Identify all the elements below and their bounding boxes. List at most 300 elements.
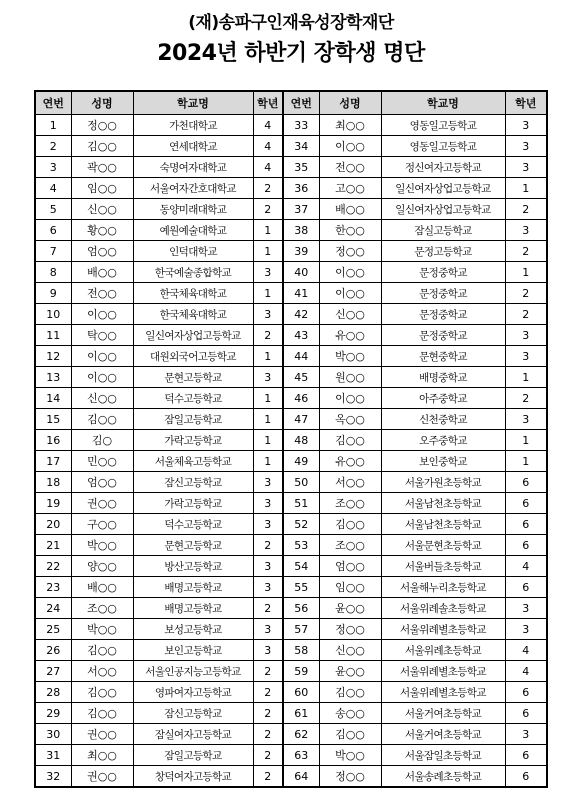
cell-seq: 7 bbox=[35, 241, 71, 262]
cell-seq: 54 bbox=[283, 556, 319, 577]
cell-seq: 6 bbox=[35, 220, 71, 241]
cell-seq: 19 bbox=[35, 493, 71, 514]
cell-seq: 25 bbox=[35, 619, 71, 640]
cell-seq: 5 bbox=[35, 199, 71, 220]
cell-seq: 61 bbox=[283, 703, 319, 724]
cell-seq: 4 bbox=[35, 178, 71, 199]
column-header-name: 성명 bbox=[71, 91, 133, 115]
cell-grade: 2 bbox=[253, 703, 283, 724]
cell-school: 서울버들초등학교 bbox=[381, 556, 505, 577]
cell-name: 유○○ bbox=[319, 325, 381, 346]
cell-school: 서울해누리초등학교 bbox=[381, 577, 505, 598]
cell-school: 서울잠일초등학교 bbox=[381, 745, 505, 766]
cell-seq: 37 bbox=[283, 199, 319, 220]
cell-grade: 6 bbox=[505, 766, 547, 788]
column-header-name: 성명 bbox=[319, 91, 381, 115]
cell-name: 정○○ bbox=[71, 115, 133, 136]
cell-grade: 3 bbox=[253, 640, 283, 661]
cell-grade: 1 bbox=[505, 178, 547, 199]
cell-name: 이○○ bbox=[319, 388, 381, 409]
cell-name: 김○ bbox=[71, 430, 133, 451]
cell-name: 엄○○ bbox=[71, 472, 133, 493]
cell-seq: 45 bbox=[283, 367, 319, 388]
table-body bbox=[35, 115, 547, 788]
cell-seq: 28 bbox=[35, 682, 71, 703]
table-row bbox=[35, 304, 547, 325]
cell-name: 최○○ bbox=[319, 115, 381, 136]
cell-grade: 3 bbox=[505, 136, 547, 157]
cell-name: 최○○ bbox=[71, 745, 133, 766]
cell-school: 잠일고등학교 bbox=[133, 745, 253, 766]
cell-name: 정○○ bbox=[319, 619, 381, 640]
column-header-seq: 연번 bbox=[283, 91, 319, 115]
cell-school: 가락고등학교 bbox=[133, 430, 253, 451]
cell-school: 서울체육고등학교 bbox=[133, 451, 253, 472]
cell-grade: 3 bbox=[505, 325, 547, 346]
table-row bbox=[35, 493, 547, 514]
table-row bbox=[35, 346, 547, 367]
cell-name: 권○○ bbox=[71, 766, 133, 788]
cell-school: 대원외국어고등학교 bbox=[133, 346, 253, 367]
cell-school: 서울송례초등학교 bbox=[381, 766, 505, 788]
table-row bbox=[35, 220, 547, 241]
cell-seq: 51 bbox=[283, 493, 319, 514]
cell-seq: 40 bbox=[283, 262, 319, 283]
cell-grade: 1 bbox=[253, 388, 283, 409]
cell-school: 문정고등학교 bbox=[381, 241, 505, 262]
cell-school: 한국체육대학교 bbox=[133, 283, 253, 304]
table-row bbox=[35, 241, 547, 262]
cell-school: 서울문현초등학교 bbox=[381, 535, 505, 556]
cell-seq: 11 bbox=[35, 325, 71, 346]
table-row bbox=[35, 619, 547, 640]
cell-seq: 59 bbox=[283, 661, 319, 682]
cell-grade: 3 bbox=[253, 514, 283, 535]
cell-seq: 38 bbox=[283, 220, 319, 241]
cell-school: 문정중학교 bbox=[381, 304, 505, 325]
cell-name: 이○○ bbox=[319, 136, 381, 157]
table-row bbox=[35, 514, 547, 535]
cell-name: 조○○ bbox=[71, 598, 133, 619]
cell-school: 보인중학교 bbox=[381, 451, 505, 472]
cell-name: 배○○ bbox=[319, 199, 381, 220]
cell-grade: 2 bbox=[253, 745, 283, 766]
cell-name: 김○○ bbox=[71, 409, 133, 430]
cell-seq: 46 bbox=[283, 388, 319, 409]
cell-school: 가천대학교 bbox=[133, 115, 253, 136]
cell-name: 김○○ bbox=[71, 136, 133, 157]
cell-school: 서울남천초등학교 bbox=[381, 493, 505, 514]
cell-school: 서울위례별초등학교 bbox=[381, 682, 505, 703]
cell-seq: 31 bbox=[35, 745, 71, 766]
table-row bbox=[35, 157, 547, 178]
cell-name: 조○○ bbox=[319, 493, 381, 514]
cell-name: 양○○ bbox=[71, 556, 133, 577]
cell-grade: 2 bbox=[253, 766, 283, 788]
cell-seq: 56 bbox=[283, 598, 319, 619]
table-row bbox=[35, 136, 547, 157]
cell-name: 고○○ bbox=[319, 178, 381, 199]
cell-grade: 1 bbox=[253, 346, 283, 367]
cell-seq: 39 bbox=[283, 241, 319, 262]
cell-school: 보성고등학교 bbox=[133, 619, 253, 640]
cell-seq: 30 bbox=[35, 724, 71, 745]
cell-name: 곽○○ bbox=[71, 157, 133, 178]
cell-seq: 43 bbox=[283, 325, 319, 346]
cell-school: 덕수고등학교 bbox=[133, 388, 253, 409]
cell-school: 한국예술종합학교 bbox=[133, 262, 253, 283]
cell-seq: 35 bbox=[283, 157, 319, 178]
cell-seq: 64 bbox=[283, 766, 319, 788]
cell-school: 문정중학교 bbox=[381, 283, 505, 304]
cell-grade: 4 bbox=[505, 556, 547, 577]
cell-name: 김○○ bbox=[71, 682, 133, 703]
cell-school: 아주중학교 bbox=[381, 388, 505, 409]
cell-name: 김○○ bbox=[71, 703, 133, 724]
cell-grade: 3 bbox=[253, 472, 283, 493]
cell-seq: 18 bbox=[35, 472, 71, 493]
cell-name: 이○○ bbox=[71, 304, 133, 325]
cell-grade: 3 bbox=[253, 262, 283, 283]
cell-grade: 6 bbox=[505, 745, 547, 766]
cell-grade: 2 bbox=[253, 178, 283, 199]
cell-grade: 2 bbox=[505, 283, 547, 304]
cell-name: 박○○ bbox=[319, 346, 381, 367]
cell-school: 연세대학교 bbox=[133, 136, 253, 157]
cell-seq: 15 bbox=[35, 409, 71, 430]
cell-name: 전○○ bbox=[71, 283, 133, 304]
cell-grade: 3 bbox=[253, 556, 283, 577]
cell-school: 잠신고등학교 bbox=[133, 472, 253, 493]
cell-name: 정○○ bbox=[319, 241, 381, 262]
cell-grade: 2 bbox=[253, 724, 283, 745]
cell-seq: 41 bbox=[283, 283, 319, 304]
column-header-grade: 학년 bbox=[253, 91, 283, 115]
cell-grade: 1 bbox=[505, 262, 547, 283]
cell-name: 박○○ bbox=[71, 619, 133, 640]
cell-grade: 2 bbox=[253, 598, 283, 619]
cell-school: 일신여자상업고등학교 bbox=[381, 199, 505, 220]
cell-school: 오주중학교 bbox=[381, 430, 505, 451]
cell-grade: 4 bbox=[505, 661, 547, 682]
cell-seq: 21 bbox=[35, 535, 71, 556]
cell-name: 김○○ bbox=[319, 724, 381, 745]
cell-seq: 14 bbox=[35, 388, 71, 409]
cell-name: 민○○ bbox=[71, 451, 133, 472]
column-header-grade: 학년 bbox=[505, 91, 547, 115]
table-row bbox=[35, 640, 547, 661]
cell-school: 동양미래대학교 bbox=[133, 199, 253, 220]
cell-name: 신○○ bbox=[319, 640, 381, 661]
cell-name: 권○○ bbox=[71, 724, 133, 745]
cell-name: 윤○○ bbox=[319, 598, 381, 619]
cell-school: 일신여자상업고등학교 bbox=[381, 178, 505, 199]
column-header-seq: 연번 bbox=[35, 91, 71, 115]
cell-school: 가락고등학교 bbox=[133, 493, 253, 514]
cell-grade: 2 bbox=[253, 199, 283, 220]
cell-school: 정신여자고등학교 bbox=[381, 157, 505, 178]
cell-name: 배○○ bbox=[71, 262, 133, 283]
cell-school: 잠실고등학교 bbox=[381, 220, 505, 241]
cell-name: 권○○ bbox=[71, 493, 133, 514]
cell-grade: 3 bbox=[505, 346, 547, 367]
cell-seq: 52 bbox=[283, 514, 319, 535]
cell-grade: 2 bbox=[253, 682, 283, 703]
cell-grade: 2 bbox=[505, 241, 547, 262]
cell-seq: 1 bbox=[35, 115, 71, 136]
cell-seq: 49 bbox=[283, 451, 319, 472]
cell-name: 박○○ bbox=[71, 535, 133, 556]
cell-school: 덕수고등학교 bbox=[133, 514, 253, 535]
cell-school: 서울거여초등학교 bbox=[381, 724, 505, 745]
table-row bbox=[35, 703, 547, 724]
cell-grade: 3 bbox=[253, 493, 283, 514]
cell-seq: 60 bbox=[283, 682, 319, 703]
organization-name: (재)송파구인재육성장학재단 bbox=[188, 13, 394, 33]
cell-seq: 55 bbox=[283, 577, 319, 598]
cell-seq: 42 bbox=[283, 304, 319, 325]
table-row bbox=[35, 682, 547, 703]
cell-name: 서○○ bbox=[319, 472, 381, 493]
cell-school: 예원예술대학교 bbox=[133, 220, 253, 241]
cell-name: 조○○ bbox=[319, 535, 381, 556]
table-row bbox=[35, 430, 547, 451]
cell-seq: 62 bbox=[283, 724, 319, 745]
cell-name: 이○○ bbox=[319, 262, 381, 283]
page-title: 2024년 하반기 장학생 명단 bbox=[157, 41, 425, 66]
cell-name: 김○○ bbox=[319, 430, 381, 451]
cell-seq: 32 bbox=[35, 766, 71, 788]
cell-seq: 23 bbox=[35, 577, 71, 598]
cell-grade: 2 bbox=[505, 388, 547, 409]
cell-grade: 1 bbox=[253, 451, 283, 472]
cell-grade: 3 bbox=[253, 367, 283, 388]
cell-grade: 4 bbox=[253, 136, 283, 157]
cell-seq: 34 bbox=[283, 136, 319, 157]
cell-school: 문현고등학교 bbox=[133, 535, 253, 556]
cell-seq: 24 bbox=[35, 598, 71, 619]
cell-school: 한국체육대학교 bbox=[133, 304, 253, 325]
cell-name: 송○○ bbox=[319, 703, 381, 724]
cell-name: 김○○ bbox=[319, 514, 381, 535]
cell-grade: 3 bbox=[505, 157, 547, 178]
cell-seq: 27 bbox=[35, 661, 71, 682]
cell-name: 정○○ bbox=[319, 766, 381, 788]
cell-name: 구○○ bbox=[71, 514, 133, 535]
table-row bbox=[35, 556, 547, 577]
cell-school: 방산고등학교 bbox=[133, 556, 253, 577]
cell-grade: 6 bbox=[505, 535, 547, 556]
cell-school: 문정중학교 bbox=[381, 325, 505, 346]
cell-grade: 3 bbox=[253, 304, 283, 325]
cell-seq: 44 bbox=[283, 346, 319, 367]
cell-seq: 29 bbox=[35, 703, 71, 724]
cell-school: 배명고등학교 bbox=[133, 598, 253, 619]
cell-grade: 3 bbox=[253, 619, 283, 640]
cell-grade: 6 bbox=[505, 682, 547, 703]
cell-name: 김○○ bbox=[71, 640, 133, 661]
cell-name: 옥○○ bbox=[319, 409, 381, 430]
cell-seq: 2 bbox=[35, 136, 71, 157]
cell-grade: 2 bbox=[253, 325, 283, 346]
cell-seq: 48 bbox=[283, 430, 319, 451]
table-header-row bbox=[35, 91, 547, 115]
cell-school: 서울남천초등학교 bbox=[381, 514, 505, 535]
cell-school: 서울거여초등학교 bbox=[381, 703, 505, 724]
cell-grade: 4 bbox=[253, 157, 283, 178]
cell-seq: 58 bbox=[283, 640, 319, 661]
table-row bbox=[35, 409, 547, 430]
cell-seq: 22 bbox=[35, 556, 71, 577]
cell-name: 서○○ bbox=[71, 661, 133, 682]
table-row bbox=[35, 577, 547, 598]
cell-grade: 1 bbox=[253, 409, 283, 430]
cell-seq: 33 bbox=[283, 115, 319, 136]
cell-school: 서울위례별초등학교 bbox=[381, 661, 505, 682]
table-row bbox=[35, 325, 547, 346]
cell-school: 영파여자고등학교 bbox=[133, 682, 253, 703]
cell-grade: 1 bbox=[253, 241, 283, 262]
cell-school: 서울위례솔초등학교 bbox=[381, 598, 505, 619]
cell-seq: 57 bbox=[283, 619, 319, 640]
cell-grade: 3 bbox=[505, 409, 547, 430]
cell-name: 신○○ bbox=[319, 304, 381, 325]
cell-name: 한○○ bbox=[319, 220, 381, 241]
cell-school: 보인고등학교 bbox=[133, 640, 253, 661]
cell-name: 배○○ bbox=[71, 577, 133, 598]
table-row bbox=[35, 661, 547, 682]
cell-grade: 4 bbox=[505, 640, 547, 661]
cell-seq: 3 bbox=[35, 157, 71, 178]
cell-school: 잠실여자고등학교 bbox=[133, 724, 253, 745]
cell-school: 서울위례별초등학교 bbox=[381, 619, 505, 640]
cell-seq: 13 bbox=[35, 367, 71, 388]
cell-name: 탁○○ bbox=[71, 325, 133, 346]
column-header-school: 학교명 bbox=[381, 91, 505, 115]
column-header-school: 학교명 bbox=[133, 91, 253, 115]
cell-seq: 53 bbox=[283, 535, 319, 556]
cell-seq: 36 bbox=[283, 178, 319, 199]
cell-school: 서울인공지능고등학교 bbox=[133, 661, 253, 682]
table-row bbox=[35, 451, 547, 472]
table-row bbox=[35, 199, 547, 220]
cell-school: 배명중학교 bbox=[381, 367, 505, 388]
cell-name: 이○○ bbox=[71, 346, 133, 367]
table-row bbox=[35, 262, 547, 283]
cell-seq: 63 bbox=[283, 745, 319, 766]
cell-grade: 1 bbox=[505, 430, 547, 451]
cell-grade: 3 bbox=[505, 598, 547, 619]
table-row bbox=[35, 766, 547, 788]
cell-grade: 6 bbox=[505, 472, 547, 493]
cell-grade: 2 bbox=[505, 304, 547, 325]
cell-school: 배명고등학교 bbox=[133, 577, 253, 598]
cell-seq: 50 bbox=[283, 472, 319, 493]
cell-grade: 3 bbox=[505, 115, 547, 136]
cell-school: 문현고등학교 bbox=[133, 367, 253, 388]
cell-school: 영동일고등학교 bbox=[381, 115, 505, 136]
cell-seq: 20 bbox=[35, 514, 71, 535]
cell-seq: 26 bbox=[35, 640, 71, 661]
cell-name: 이○○ bbox=[319, 283, 381, 304]
cell-grade: 1 bbox=[253, 430, 283, 451]
table-row bbox=[35, 535, 547, 556]
cell-name: 황○○ bbox=[71, 220, 133, 241]
cell-grade: 3 bbox=[253, 577, 283, 598]
cell-grade: 3 bbox=[505, 724, 547, 745]
cell-school: 인덕대학교 bbox=[133, 241, 253, 262]
cell-school: 숙명여자대학교 bbox=[133, 157, 253, 178]
table-row bbox=[35, 367, 547, 388]
cell-school: 서울위례초등학교 bbox=[381, 640, 505, 661]
cell-grade: 6 bbox=[505, 493, 547, 514]
cell-name: 임○○ bbox=[319, 577, 381, 598]
cell-name: 신○○ bbox=[71, 199, 133, 220]
cell-name: 신○○ bbox=[71, 388, 133, 409]
table-row bbox=[35, 388, 547, 409]
table-row bbox=[35, 178, 547, 199]
cell-name: 박○○ bbox=[319, 745, 381, 766]
cell-school: 잠신고등학교 bbox=[133, 703, 253, 724]
cell-school: 창덕여자고등학교 bbox=[133, 766, 253, 788]
cell-name: 임○○ bbox=[71, 178, 133, 199]
cell-grade: 6 bbox=[505, 577, 547, 598]
cell-seq: 12 bbox=[35, 346, 71, 367]
cell-school: 서울여자간호대학교 bbox=[133, 178, 253, 199]
table-row bbox=[35, 283, 547, 304]
cell-grade: 6 bbox=[505, 514, 547, 535]
cell-seq: 16 bbox=[35, 430, 71, 451]
table-row bbox=[35, 724, 547, 745]
cell-name: 이○○ bbox=[71, 367, 133, 388]
cell-school: 영동일고등학교 bbox=[381, 136, 505, 157]
cell-seq: 10 bbox=[35, 304, 71, 325]
cell-seq: 8 bbox=[35, 262, 71, 283]
cell-name: 원○○ bbox=[319, 367, 381, 388]
cell-grade: 1 bbox=[253, 283, 283, 304]
cell-seq: 17 bbox=[35, 451, 71, 472]
cell-grade: 3 bbox=[505, 619, 547, 640]
cell-name: 전○○ bbox=[319, 157, 381, 178]
cell-name: 엄○○ bbox=[71, 241, 133, 262]
cell-school: 신천중학교 bbox=[381, 409, 505, 430]
cell-name: 엄○○ bbox=[319, 556, 381, 577]
cell-school: 서울가원초등학교 bbox=[381, 472, 505, 493]
cell-grade: 3 bbox=[505, 220, 547, 241]
cell-school: 잠일고등학교 bbox=[133, 409, 253, 430]
table-row bbox=[35, 115, 547, 136]
cell-grade: 4 bbox=[253, 115, 283, 136]
cell-grade: 1 bbox=[253, 220, 283, 241]
cell-grade: 2 bbox=[253, 661, 283, 682]
cell-name: 김○○ bbox=[319, 682, 381, 703]
cell-name: 윤○○ bbox=[319, 661, 381, 682]
cell-grade: 2 bbox=[253, 535, 283, 556]
cell-seq: 9 bbox=[35, 283, 71, 304]
cell-grade: 6 bbox=[505, 703, 547, 724]
table-row bbox=[35, 598, 547, 619]
cell-school: 문현중학교 bbox=[381, 346, 505, 367]
table-row bbox=[35, 472, 547, 493]
cell-name: 유○○ bbox=[319, 451, 381, 472]
cell-grade: 1 bbox=[505, 451, 547, 472]
table-row bbox=[35, 745, 547, 766]
cell-grade: 1 bbox=[505, 367, 547, 388]
cell-seq: 47 bbox=[283, 409, 319, 430]
scholarship-table bbox=[34, 90, 548, 788]
cell-grade: 2 bbox=[505, 199, 547, 220]
cell-school: 문정중학교 bbox=[381, 262, 505, 283]
